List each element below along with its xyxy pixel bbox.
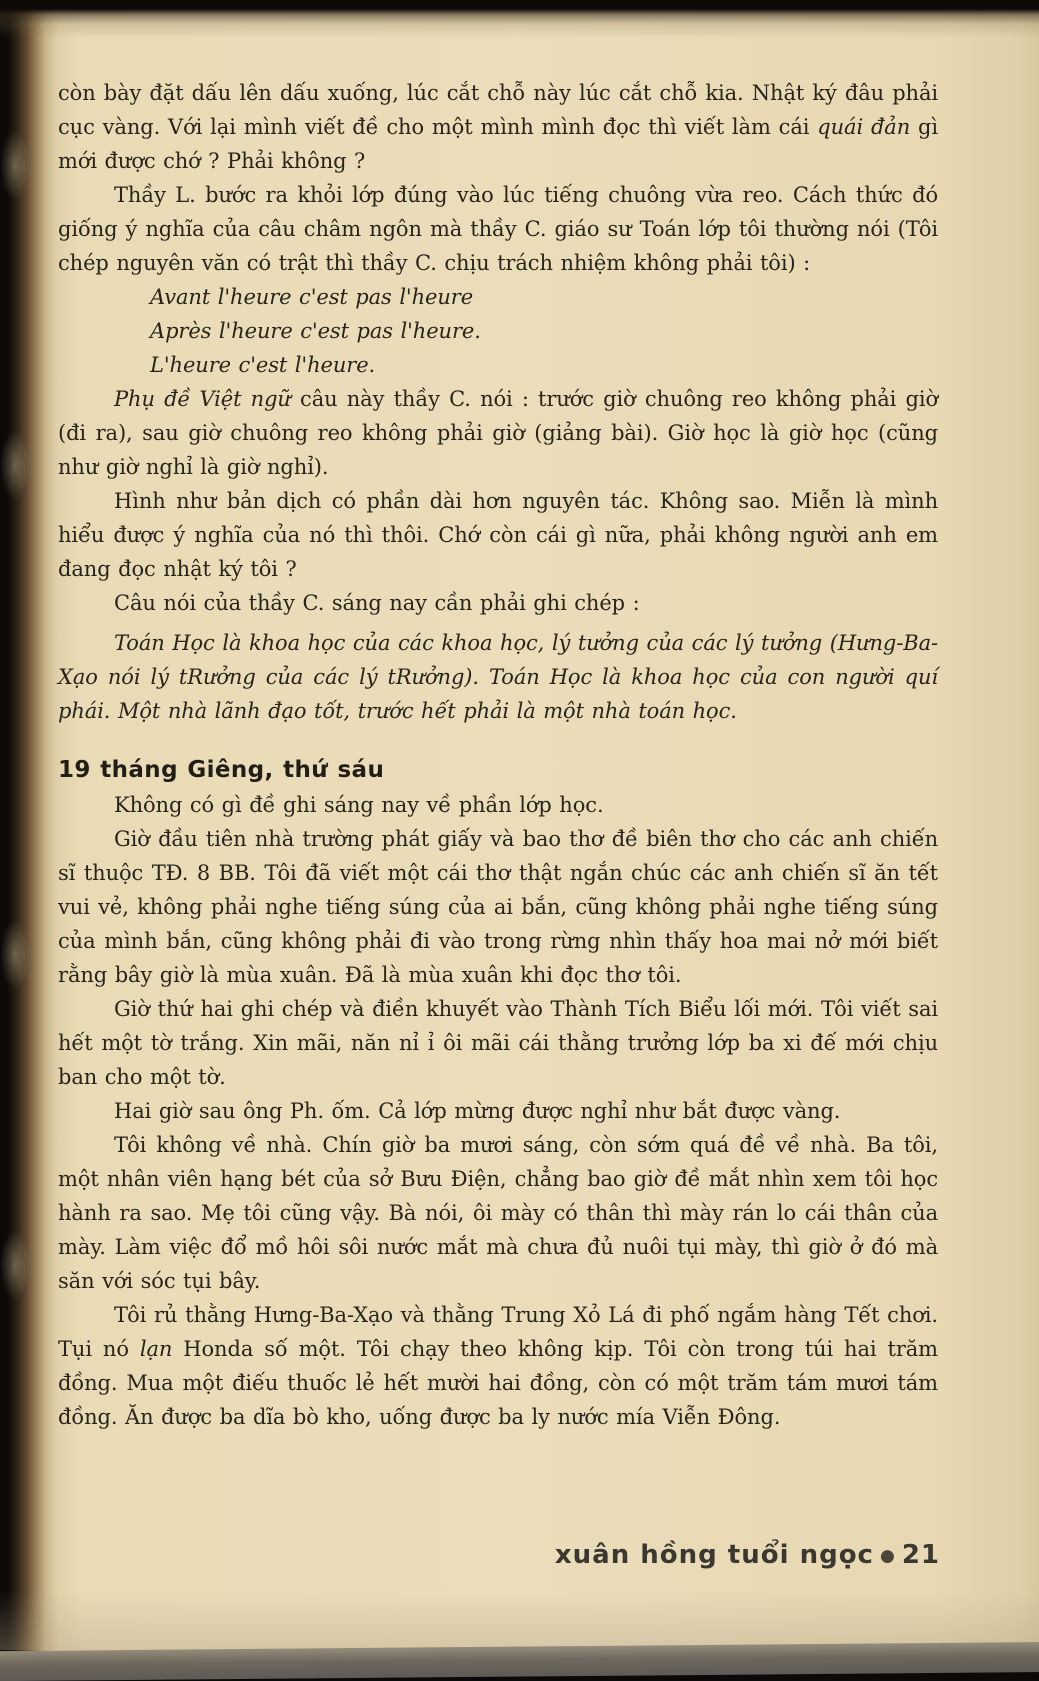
diary-entry-heading: 19 tháng Giêng, thứ sáu <box>58 757 385 783</box>
book-title: xuân hồng tuổi ngọc <box>554 1540 874 1570</box>
paragraph: Giờ thứ hai ghi chép và điền khuyết vào Thành Tích Biểu lối mới. Tôi viết sai hết một tờ trắng. Xin mãi, năn nỉ ỉ ôi mãi cái thằng trưởng lớp ba xi đế mới chịu ban cho một tờ. <box>58 997 938 1089</box>
page-footer <box>555 1540 940 1570</box>
page-text-block <box>58 76 938 1434</box>
paragraph <box>58 76 938 178</box>
paragraph: Tôi không về nhà. Chín giờ ba mươi sáng, còn sớm quá đề về nhà. Ba tôi, một nhân viên hạng bét của sở Bưu Điện, chẳng bao giờ đề mắt nhìn xem tôi học hành ra sao. Mẹ tôi cũng vậy. Bà nói, ôi mày có thân thì mày rán lo cái thân của mày. Làm việc đổ mồ hôi sôi nước mắt mà chưa đủ nuôi tụi mày, thì giờ ở đó mà săn với sóc tụi bây. <box>58 1133 938 1293</box>
paragraph <box>58 382 938 484</box>
quote-line: Avant l'heure c'est pas l'heure <box>150 285 474 309</box>
binding-cord-highlight <box>0 430 30 500</box>
page-number: 21 <box>901 1540 940 1570</box>
binding-cord-highlight <box>0 920 30 990</box>
text-segment: Honda số một. Tôi chạy theo không kịp. Tôi còn trong túi hai trăm đồng. Mua một điếu thuốc lẻ hết mười hai đồng, còn có một trăm tám mươi tám đồng. Ăn được ba dĩa bò kho, uống được ba ly nước mía Viễn Đông. <box>58 1337 938 1429</box>
paragraph-quote-italic: Toán Học là khoa học của các khoa học, lý tưởng của các lý tưởng (Hưng-Ba-Xạo nói lý tRưởng của các lý tRưởng). Toán Học là khoa học của con người quí phái. Một nhà lãnh đạo tốt, trước hết phải là một nhà toán học. <box>58 631 938 723</box>
text-segment-italic: Phụ đề Việt ngữ <box>114 387 291 411</box>
bullet-icon: ● <box>879 1546 896 1566</box>
paragraph: Giờ đầu tiên nhà trường phát giấy và bao thơ đề biên thơ cho các anh chiến sĩ thuộc TĐ. 8 BB. Tôi đã viết một cái thơ thật ngắn chúc các anh chiến sĩ ăn tết vui vẻ, không phải nghe tiếng súng của ai bắn, cũng không phải nghe tiếng súng của mình bắn, cũng không phải đi vào trong rừng nhìn thấy hoa mai nở mới biết rằng bây giờ là mùa xuân. Đã là mùa xuân khi đọc thơ tôi. <box>58 827 938 987</box>
paragraph: Câu nói của thầy C. sáng nay cần phải ghi chép : <box>114 591 640 615</box>
paragraph <box>58 1298 938 1434</box>
paragraph: Không có gì đề ghi sáng nay về phần lớp học. <box>114 793 604 817</box>
text-segment-italic: lạn <box>139 1337 173 1361</box>
page-top-edge-shadow <box>0 0 1039 38</box>
text-segment: câu này thầy C. nói : trước giờ chuông reo không phải giờ (đi ra), sau giờ chuông reo không phải giờ (giảng bài). Giờ học là giờ học (cũng như giờ nghỉ là giờ nghỉ). <box>58 387 938 479</box>
page-bottom-shadow <box>0 1590 1039 1650</box>
text-segment: gì mới được chớ ? Phải không ? <box>58 115 938 173</box>
paragraph: Thầy L. bước ra khỏi lớp đúng vào lúc tiếng chuông vừa reo. Cách thức đó giống ý nghĩa của câu châm ngôn mà thầy C. giáo sư Toán lớp tôi thường nói (Tôi chép nguyên văn có trật thì thầy C. chịu trách nhiệm không phải tôi) : <box>58 183 938 275</box>
quote-line: Après l'heure c'est pas l'heure. <box>150 319 481 343</box>
binding-cord-highlight <box>0 130 30 200</box>
text-segment: Tôi rủ thằng Hưng-Ba-Xạo và thằng Trung Xỏ Lá đi phố ngắm hàng Tết chơi. Tụi nó <box>58 1303 938 1361</box>
quote-line: L'heure c'est l'heure. <box>150 353 376 377</box>
paragraph: Hình như bản dịch có phần dài hơn nguyên tác. Không sao. Miễn là mình hiểu được ý nghĩa của nó thì thôi. Chớ còn cái gì nữa, phải không người anh em đang đọc nhật ký tôi ? <box>58 489 938 581</box>
text-segment: còn bày đặt dấu lên dấu xuống, lúc cắt chỗ này lúc cắt chỗ kia. Nhật ký đâu phải cục vàng. Với lại mình viết đề cho một mình mình đọc thì viết làm cái <box>58 81 938 139</box>
paragraph: Hai giờ sau ông Ph. ốm. Cả lớp mừng được nghỉ như bắt được vàng. <box>114 1099 841 1123</box>
binding-cord-highlight <box>0 1230 30 1300</box>
french-proverb-quote <box>150 280 938 382</box>
text-segment-italic: quái đản <box>817 115 911 139</box>
